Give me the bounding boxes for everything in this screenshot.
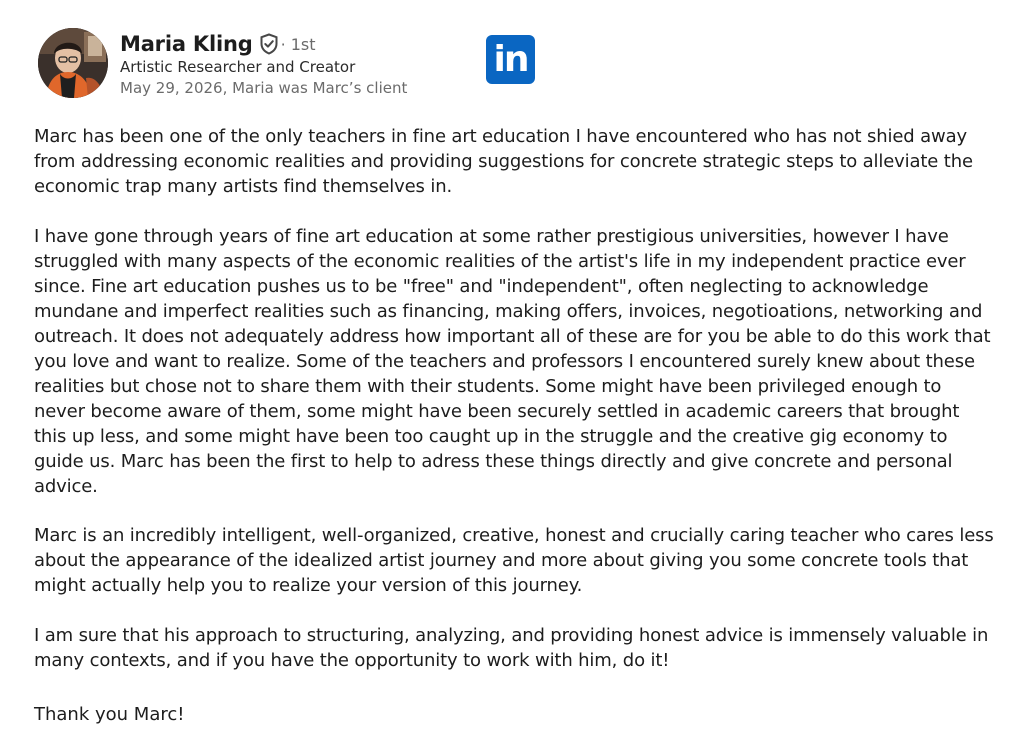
recommendation-body xyxy=(34,124,994,697)
profile-photo-icon xyxy=(38,28,108,98)
verified-shield-icon xyxy=(259,33,279,55)
linkedin-logo-icon: in xyxy=(486,35,535,84)
recommendation-paragraph: Marc has been one of the only teachers in fine art education I have encountered who has not shied away from addressing economic realities and providing suggestions for concrete strategic steps to alleviate the economic trap many artists find themselves in. xyxy=(34,126,973,197)
recommender-headline: Artistic Researcher and Creator xyxy=(120,58,356,76)
name-row xyxy=(120,30,316,58)
recommendation-paragraph: I have gone through years of fine art education at some rather prestigious universities, however I have struggled with many aspects of the economic realities of the artist's life in my independent practice ever since. Fine art education pushes us to be "free" and "independent", often neglecting to acknowledge mundane and imperfect realities such as financing, making offers, invoices, negotioations, networking and outreach. It does not adequately address how important all of these are for you be able to do this work that you love and want to realize. Some of the teachers and professors I encountered surely knew about these realities but chose not to share them with their students. Some might have been privileged enough to never become aware of them, some might have been securely settled in academic careers that brought this up less, and some might have been too caught up in the struggle and the creative gig economy to guide us. Marc has been the first to help to adress these things directly and give concrete and personal advice. xyxy=(34,225,991,497)
connection-degree: · 1st xyxy=(280,34,316,54)
recommendation-paragraph: I am sure that his approach to structuring, analyzing, and providing honest advice is immensely valuable in many contexts, and if you have the opportunity to work with him, do it! xyxy=(34,624,989,671)
recommendation-meta: May 29, 2026, Maria was Marc’s client xyxy=(120,79,408,97)
avatar[interactable] xyxy=(38,28,108,98)
recommendation-closing: Thank you Marc! xyxy=(34,704,185,725)
recommender-name[interactable]: Maria Kling xyxy=(120,32,253,56)
recommendation-paragraph: Marc is an incredibly intelligent, well-organized, creative, honest and crucially caring teacher who cares less about the appearance of the idealized artist journey and more about giving you some concrete tools that might actually help you to realize your version of this journey. xyxy=(34,525,994,596)
